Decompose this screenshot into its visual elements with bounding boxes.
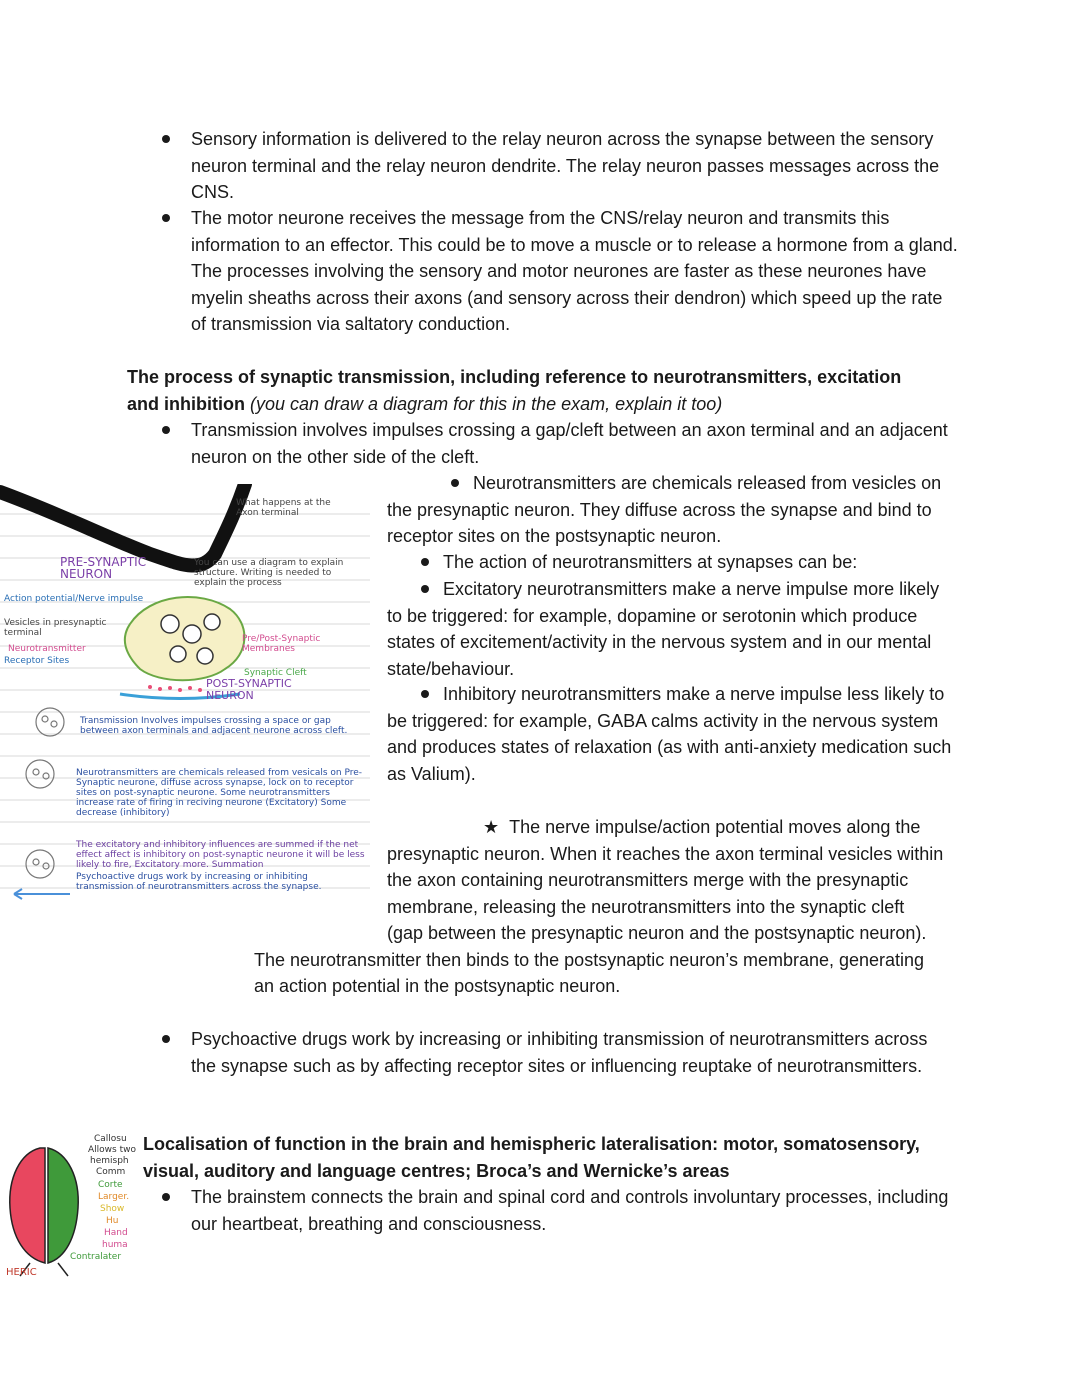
para-excitatory (387, 576, 957, 682)
brain-hemispheres-doodle (0, 1128, 140, 1288)
bullet-dot (421, 690, 429, 698)
label-receptor-sites: Receptor Sites (4, 656, 70, 666)
note-what-happens: What happens at the Axon terminal (236, 498, 331, 518)
brain-label-5: Larger. (98, 1192, 130, 1202)
para-inhibitory (387, 681, 957, 787)
localisation-heading: Localisation of function in the brain and hemispheric lateralisation: motor, somatosensory, visual, auditory and language centres; Broca’s and Wernicke’s areas (143, 1134, 920, 1181)
brain-label-1: Allows two (88, 1145, 136, 1155)
handwritten-synapse-notes (0, 484, 376, 914)
brain-label-2: hemisph (90, 1156, 129, 1166)
label-vesicles: Vesicles in presynaptic terminal (4, 618, 107, 638)
bullet-brainstem: The brainstem connects the brain and spinal cord and controls involuntary processes, including our heartbeat, breathing and consciousness. (191, 1184, 951, 1237)
note-transmission: Transmission Involves impulses crossing a space or gap between axon terminals and adjacent neurone across cleft. (80, 716, 348, 736)
bullet-dot (451, 479, 459, 487)
axon-curve (0, 484, 245, 566)
brain-label-7: Hu (106, 1216, 119, 1226)
action-text: The action of neurotransmitters at synapses can be: (443, 552, 858, 572)
label-postsynaptic: POST-SYNAPTIC NEURON (206, 677, 292, 702)
brain-label-0: Callosu (94, 1134, 127, 1144)
star-glyph: ★ (483, 817, 500, 837)
bullet-dot (421, 585, 429, 593)
note-diagram: You can use a diagram to explain structure. Writing is needed to explain the process (194, 558, 344, 588)
note-psychoactive: Psychoactive drugs work by increasing or inhibiting transmission of neurotransmitters across the synapse. (76, 872, 322, 892)
synaptic-transmission-heading (127, 364, 927, 417)
right-hemisphere (48, 1148, 78, 1263)
bullet-dot (421, 558, 429, 566)
bullet-transmission-gap: Transmission involves impulses crossing a gap/cleft between an axon terminal and an adjacent neuron on the other side of the cleft. (191, 417, 951, 470)
label-cleft: Synaptic Cleft (244, 668, 307, 678)
brain-bottom-label: HERIC (6, 1267, 37, 1278)
brain-label-6: Show (100, 1204, 125, 1214)
brain-label-8: Hand (104, 1228, 128, 1238)
para-action-of-nt (387, 549, 957, 576)
star-text: The nerve impulse/action potential moves along the presynaptic neuron. When it reaches the axon terminal vesicles within the axon containing neurotransmitters merge with the presynaptic membrane, releasing the neurotransmitters into the synaptic cleft (gap between the presynaptic neuron and the postsynaptic neuron). The neurotransmitter then binds to the postsynaptic neuron’s membrane, generating an action potential in the postsynaptic neuron. (254, 817, 944, 996)
bullet-psychoactive-drugs: Psychoactive drugs work by increasing or inhibiting transmission of neurotransmitters across the synapse such as by affecting receptor sites or influencing reuptake of neurotransmitters. (191, 1026, 951, 1079)
neurotransmitters-text: Neurotransmitters are chemicals released from vesicles on the presynaptic neuron. They diffuse across the synapse and bind to receptor sites on the postsynaptic neuron. (387, 473, 942, 546)
excitatory-text: Excitatory neurotransmitters make a nerve impulse more likely to be triggered: for example, dopamine or serotonin which produce states of excitement/activity in the nervous system and in our mental state/behaviour. (387, 579, 940, 679)
note-neurotransmitters: Neurotransmitters are chemicals released from vesicals on Pre-Synaptic neurone, diffuse across synapse, lock on to receptor sites on post-synaptic neurone. Some neurotransmitters increase rate of firing in reciving neurone (Excitatory) Some decrease (inhibitory) (76, 768, 363, 818)
bullet-motor-neurone: The motor neurone receives the message from the CNS/relay neuron and transmits this information to an effector. This could be to move a muscle or to release a hormone from a gland. The processes involving the sensory and motor neurones are faster as these neurones have myelin sheaths across their axons (and sensory across their dendron) which speed up the rate of transmission via saltatory conduction. (191, 205, 961, 338)
brain-label-9: huma (102, 1240, 128, 1250)
heading-italic-text: (you can draw a diagram for this in the exam, explain it too) (250, 393, 723, 414)
note-summation: The excitatory and inhibitory influences are summed if the net effect affect is inhibitory on post-synaptic neurone it will be less likely to fire, Excitatory more. Summation (76, 840, 365, 870)
left-hemisphere (10, 1148, 45, 1263)
heading-bold-text: The process of synaptic transmission, including reference to neurotransmitters, excitation and inhibition (127, 367, 902, 414)
label-action-potential: Action potential/Nerve impulse (4, 594, 144, 604)
neurotransmitter-dots (148, 685, 202, 692)
inhibitory-text: Inhibitory neurotransmitters make a nerve impulse less likely to be triggered: for example, GABA calms activity in the nervous system and produces states of relaxation (as with anti-anxiety medication such as Valium). (387, 684, 952, 784)
label-neurotransmitter: Neurotransmitter (8, 644, 86, 654)
label-presynaptic: PRE-SYNAPTIC NEURON (60, 555, 147, 581)
brain-label-4: Corte (98, 1180, 123, 1190)
brain-label-10: Contralater (70, 1252, 122, 1262)
para-neurotransmitters (387, 470, 957, 550)
bullet-sensory-relay: Sensory information is delivered to the relay neuron across the synapse between the sensory neuron terminal and the relay neuron dendrite. The relay neuron passes messages across the CNS. (191, 126, 961, 206)
brain-label-3: Comm (96, 1167, 126, 1177)
label-membranes: Pre/Post-Synaptic Membranes (242, 634, 321, 654)
